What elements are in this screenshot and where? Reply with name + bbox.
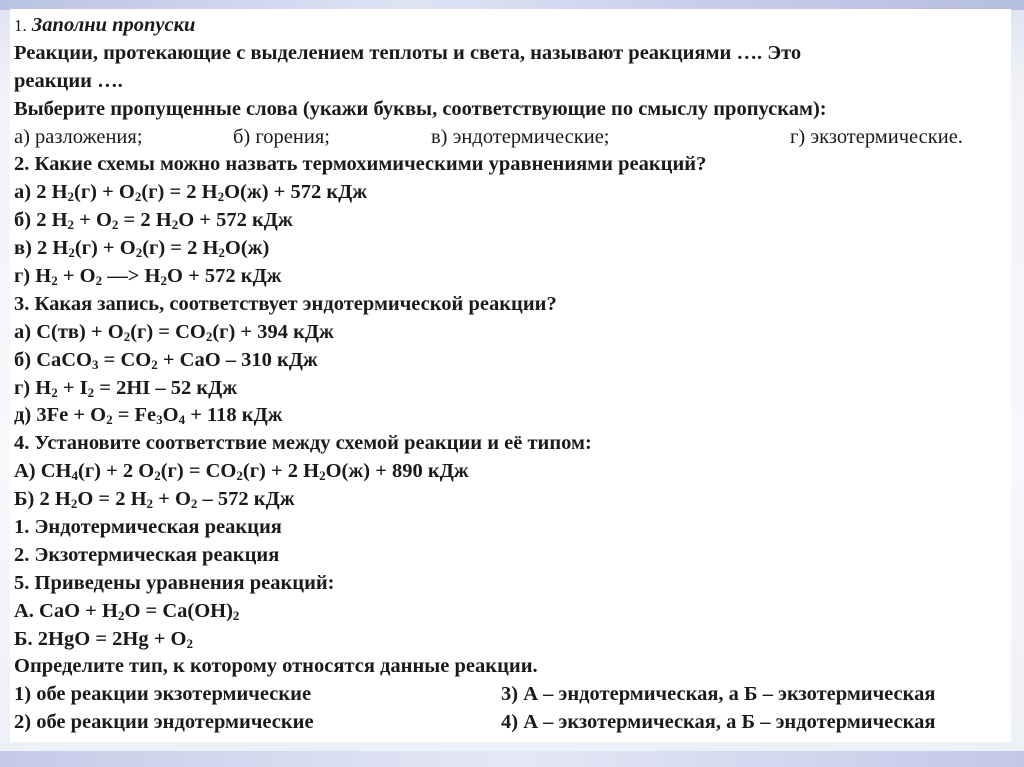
q2-equation-d: г) $H_2 + O_2$ —> $H_2O + 572$ кДж (14, 265, 282, 289)
q4-scheme-a: А) $CH_4(г) + 2$ $O_2(г) = CO_2(г) + 2$ $H_2O(ж) + 890$ кДж (14, 460, 469, 484)
q3-equation-d: д) $3Fe + O_2 = Fe_3O_4 + 118$ кДж (14, 404, 283, 428)
q1-option-a: а) разложения; (14, 125, 143, 148)
q5-option-3: 3) А – эндотермическая, а Б – экзотермическая (501, 683, 936, 706)
q2-equation-c: в) 2 $H_2(г) + O_2(г) = 2$ $H_2O(ж)$ (14, 237, 270, 261)
q4-scheme-b: Б) 2 $H_2O = 2$ $H_2 + O_2 - 572$ кДж (14, 488, 295, 512)
q2-equation-b: б) 2 $H_2 + O_2 = 2$ $H_2O + 572$ кДж (14, 209, 293, 233)
q5-options-row1 (14, 681, 1011, 709)
q5-title: 5. Приведены уравнения реакций: (14, 571, 335, 594)
q3-title: 3. Какая запись, соответствует эндотермической реакции? (14, 292, 557, 315)
q1-heading: 1. Заполни пропуски (14, 14, 196, 36)
q2-equation-a: а) 2 $H_2(г) + O_2(г) = 2$ $H_2O(ж) + 572$ кДж (14, 181, 368, 205)
q5-options-row2 (14, 709, 1011, 737)
q4-title: 4. Установите соответствие между схемой реакции и её типом: (14, 432, 592, 455)
q5-option-2: 2) обе реакции эндотермические (14, 711, 314, 734)
q4-type-1: 1. Эндотермическая реакция (14, 516, 282, 539)
q1-option-d: г) экзотермические. (790, 125, 963, 148)
slide-bottom-band (0, 751, 1024, 767)
q1-option-c: в) эндотермические; (431, 125, 610, 148)
q5-equation-a: А. СаО + $Н_2О = Са(ОН)_2$ (14, 599, 240, 623)
q1-text-line1: Реакции, протекающие с выделением теплоты и света, называют реакциями …. Это (14, 41, 802, 64)
q1-text-line2: реакции …. (14, 69, 123, 92)
q1-title: Заполни пропуски (31, 14, 196, 36)
q3-equation-c: г) $Н_2 + I_2 = 2HI - 52$ кДж (14, 376, 238, 400)
q1-option-b: б) горения; (233, 125, 330, 148)
q5-option-1: 1) обе реакции экзотермические (14, 683, 312, 706)
q1-options (14, 124, 1011, 152)
q4-type-2: 2. Экзотермическая реакция (14, 543, 280, 566)
q1-instruction: Выберите пропущенные слова (укажи буквы, соответствующие по смыслу пропускам): (14, 97, 827, 120)
q3-equation-b: б) СаСО$_3$ = $СО_2$ + СаО – 310 кДж (14, 348, 318, 372)
q5-equation-b: Б. $2HgO = 2Hg + O_2$ (14, 627, 193, 651)
q3-equation-a: а) $С(тв) + O_2(г) = СO_2(г) + 394$ кДж (14, 320, 334, 344)
q5-option-4: 4) А – экзотермическая, а Б – эндотермическая (501, 711, 936, 734)
q5-question: Определите тип, к которому относятся данные реакции. (14, 655, 538, 678)
worksheet-slide (10, 9, 1011, 742)
q2-title: 2. Какие схемы можно назвать термохимическими уравнениями реакций? (14, 153, 707, 176)
